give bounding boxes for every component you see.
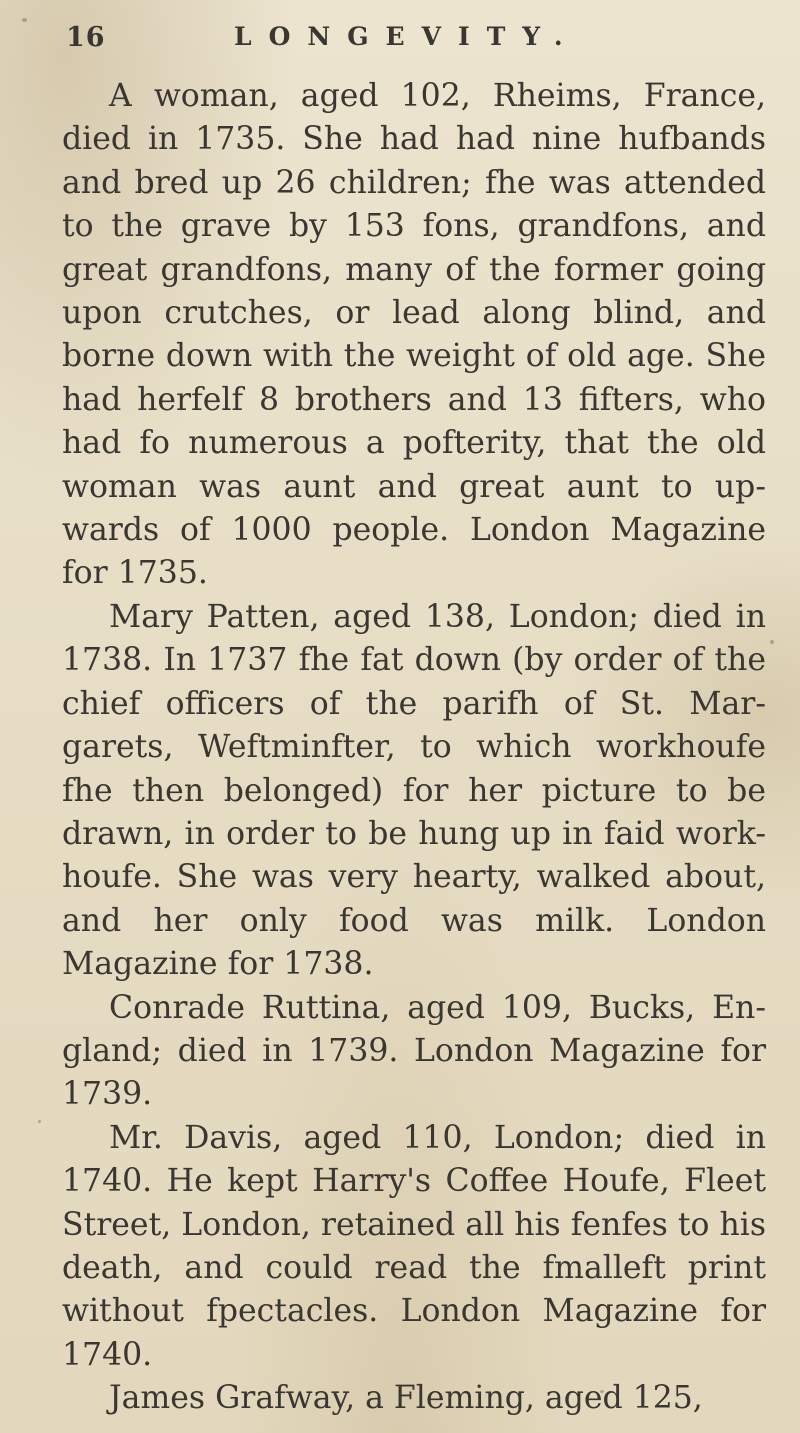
- paper-speck: [22, 18, 27, 22]
- entry-mr-davis: Mr. Davis, aged 110, London; died in 1740. He kept Harry's Coffee Houfe, Fleet Street, London, retained all his fenfes to his death, and could read the fmalleft print without fpectacles. London Magazine for 1740.: [62, 1119, 766, 1373]
- paper-speck: [770, 640, 774, 644]
- page-number: 16: [66, 22, 106, 53]
- entry-conrade-ruttina: Conrade Ruttina, aged 109, Bucks, En-gland; died in 1739. London Magazine for 1739.: [62, 989, 766, 1113]
- entry-mary-patten: Mary Patten, aged 138, London; died in 1738. In 1737 fhe fat down (by order of the chief officers of the parifh of St. Mar-garets, Weftminfter, to which workhoufe fhe then belonged) for her picture to be drawn, in order to be hung up in faid work-houfe. She was very hearty, walked about, and her only food was milk. London Magazine for 1738.: [62, 598, 766, 983]
- paper-speck: [38, 1120, 41, 1123]
- running-head-title: LONGEVITY.: [234, 22, 580, 51]
- paper-speck: [600, 1390, 604, 1393]
- body-text: [62, 75, 766, 1421]
- entry-james-grafway: James Grafway, a Fleming, aged 125,: [109, 1380, 703, 1417]
- entry-rheims-woman: A woman, aged 102, Rheims, France, died in 1735. She had had nine hufbands and bred up 26 children; fhe was attended to the grave by 153 fons, grandfons, and great grandfons, many of the former going upon crutches, or lead along blind, and borne down with the weight of old age. She had herfelf 8 brothers and 13 fifters, who had fo numerous a pofterity, that the old woman was aunt and great aunt to up-wards of 1000 people. London Magazine for 1735.: [62, 78, 766, 592]
- running-head: [66, 22, 766, 62]
